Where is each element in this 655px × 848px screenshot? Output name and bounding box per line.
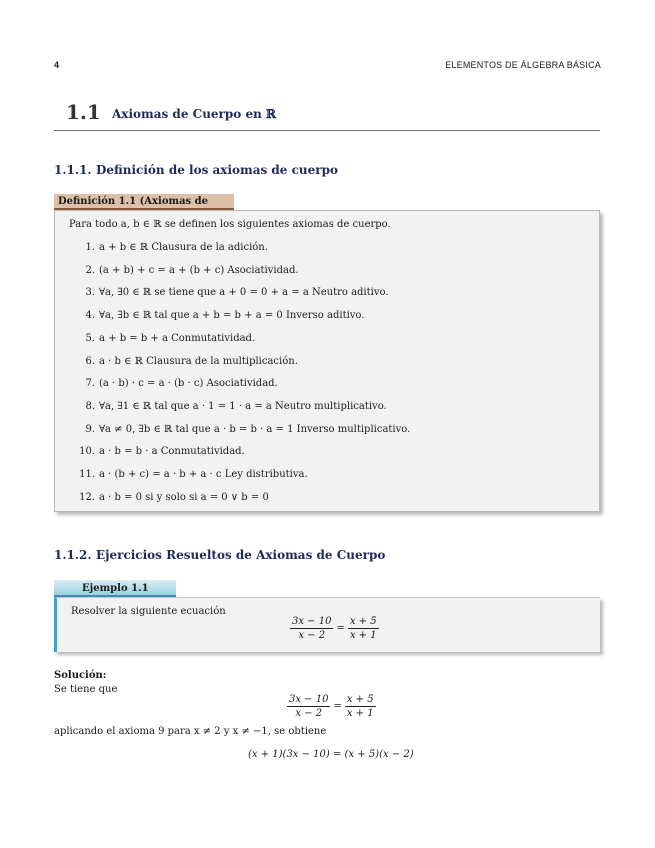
axiom-text: a · b = 0 si y solo si a = 0 ∨ b = 0 — [99, 491, 269, 503]
subsection-number: 1.1.1. — [54, 163, 92, 177]
numerator: x + 5 — [346, 694, 374, 705]
subsection-heading-1 — [54, 163, 338, 177]
denominator: x + 1 — [346, 708, 374, 719]
denominator: x + 1 — [349, 630, 377, 641]
subsection-title: Ejercicios Resueltos de Axiomas de Cuerpo — [96, 548, 386, 562]
axiom-text: (a + b) + c = a + (b + c) Asociatividad. — [99, 264, 299, 276]
section-number: 1.1 — [66, 100, 101, 124]
axiom-text: a · b ∈ ℝ Clausura de la multiplicación. — [99, 355, 298, 367]
subsection-title: Definición de los axiomas de cuerpo — [96, 163, 339, 177]
axiom-item — [69, 242, 268, 253]
axiom-item — [69, 310, 364, 321]
axiom-number: 1. — [85, 242, 95, 253]
solution-line-2: aplicando el axioma 9 para x ≠ 2 y x ≠ −1, se obtiene — [54, 726, 327, 737]
subsection-number: 1.1.2. — [54, 548, 92, 562]
axiom-text: ∀a, ∃b ∈ ℝ tal que a + b = b + a = 0 Inverso aditivo. — [99, 310, 365, 322]
axiom-item — [69, 492, 269, 503]
numerator: 3x − 10 — [289, 694, 329, 705]
axiom-text: ∀a ≠ 0, ∃b ∈ ℝ tal que a · b = b · a = 1 Inverso multiplicativo. — [99, 423, 411, 435]
axiom-text: (a · b) · c = a · (b · c) Asociatividad. — [99, 378, 278, 390]
axiom-number: 2. — [85, 264, 95, 276]
definition-tab: Definición 1.1 (Axiomas de — [54, 194, 234, 210]
axiom-item — [69, 424, 410, 435]
axiom-number: 9. — [85, 423, 95, 435]
axiom-number: 6. — [85, 355, 95, 367]
numerator: 3x − 10 — [292, 616, 332, 627]
equals-sign: = — [336, 623, 345, 634]
solution-equation-2: (x + 1)(3x − 10) = (x + 5)(x − 2) — [248, 749, 414, 760]
numerator: x + 5 — [349, 616, 377, 627]
subsection-heading-2 — [54, 548, 385, 562]
axiom-text: a + b ∈ ℝ Clausura de la adición. — [99, 242, 268, 253]
axiom-item — [69, 333, 255, 344]
axiom-text: ∀a, ∃1 ∈ ℝ tal que a · 1 = 1 · a = a Neutro multiplicativo. — [99, 400, 387, 412]
denominator: x − 2 — [295, 708, 323, 719]
axiom-item — [69, 356, 298, 367]
axiom-number: 8. — [85, 400, 95, 412]
running-title: ELEMENTOS DE ÁLGEBRA BÁSICA — [445, 60, 601, 70]
equals-sign: = — [333, 701, 342, 712]
section-title: Axiomas de Cuerpo en ℝ — [112, 107, 276, 121]
solution-line-1: Se tiene que — [54, 684, 118, 695]
axiom-item — [69, 378, 278, 389]
axiom-number: 12. — [79, 491, 95, 503]
solution-equation-1 — [287, 694, 376, 719]
axiom-item — [69, 401, 387, 412]
fraction-rhs — [348, 616, 379, 641]
example-tab: Ejemplo 1.1 — [54, 580, 176, 597]
axiom-text: a · (b + c) = a · b + a · c Ley distributiva. — [99, 469, 308, 480]
axiom-number: 4. — [85, 310, 95, 322]
axiom-text: ∀a, ∃0 ∈ ℝ se tiene que a + 0 = 0 + a = a Neutro aditivo. — [99, 287, 389, 299]
axiom-item — [69, 446, 245, 457]
example-text: Resolver la siguiente ecuación — [71, 606, 226, 617]
axiom-number: 5. — [85, 332, 95, 344]
axiom-number: 3. — [85, 287, 95, 299]
axiom-item — [69, 469, 308, 480]
axiom-number: 7. — [85, 378, 95, 390]
axiom-item — [69, 265, 299, 276]
section-heading — [54, 100, 600, 131]
fraction-lhs — [290, 616, 333, 641]
axiom-text: a · b = b · a Conmutatividad. — [99, 446, 245, 458]
axiom-number: 11. — [79, 469, 95, 480]
axiom-number: 10. — [79, 446, 95, 458]
axiom-item — [69, 287, 389, 298]
definition-box — [54, 210, 600, 512]
example-equation — [290, 616, 379, 641]
axiom-text: a + b = b + a Conmutatividad. — [99, 332, 256, 344]
denominator: x − 2 — [298, 630, 326, 641]
solution-label: Solución: — [54, 670, 107, 681]
definition-intro: Para todo a, b ∈ ℝ se definen los siguientes axiomas de cuerpo. — [69, 219, 391, 230]
fraction-lhs — [287, 694, 330, 719]
example-box — [54, 597, 600, 652]
page-number: 4 — [54, 60, 60, 70]
fraction-rhs — [345, 694, 376, 719]
